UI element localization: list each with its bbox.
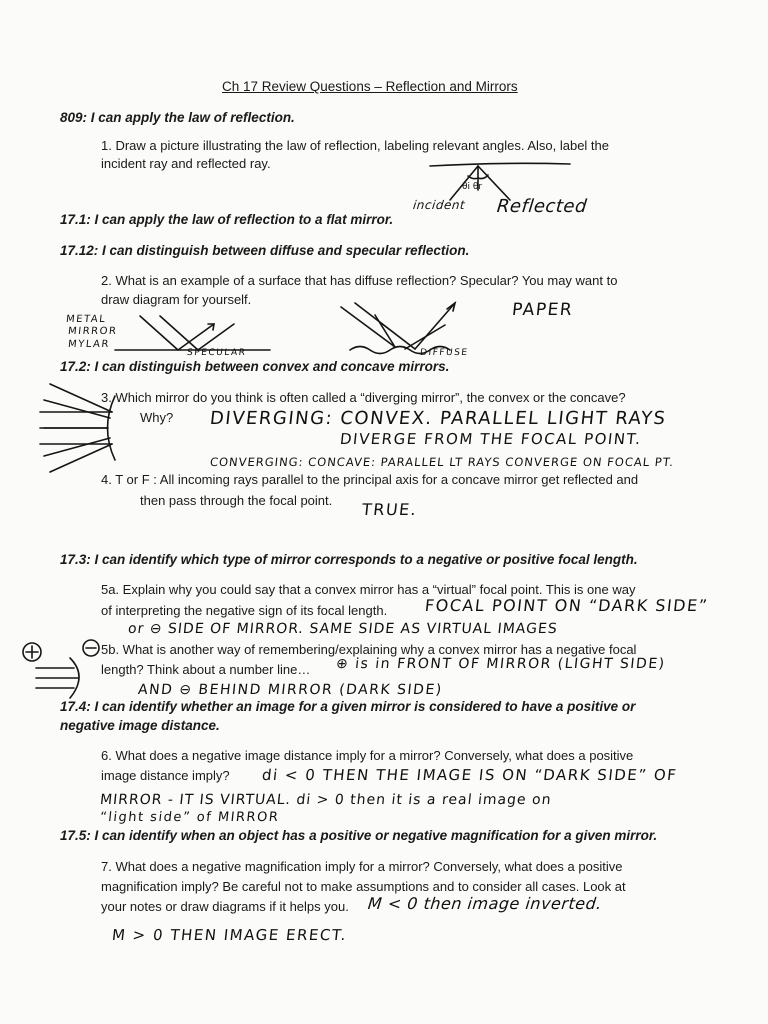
answer-2-mirror: MIRROR <box>67 326 118 337</box>
question-3-line-1: 3. Which mirror do you think is often called a “diverging mirror”, the convex or the concave? <box>101 390 626 405</box>
answer-4: TRUE. <box>361 500 419 519</box>
objective-809: 809: I can apply the law of reflection. <box>60 110 295 125</box>
question-3-line-2: Why? <box>140 410 174 425</box>
question-2-line-2: draw diagram for yourself. <box>101 292 252 307</box>
answer-3-line-1: DIVERGING: CONVEX. PARALLEL LIGHT RAYS <box>208 408 668 429</box>
answer-2-diffuse: DIFFUSE <box>419 348 469 358</box>
question-6-line-2: image distance imply? <box>101 768 230 783</box>
question-4-line-1: 4. T or F : All incoming rays parallel to the principal axis for a concave mirror get reflected and <box>101 472 639 487</box>
objective-17-5: 17.5: I can identify when an object has a positive or negative magnification for a given mirror. <box>60 828 658 843</box>
answer-6-line-2: MIRROR - IT IS VIRTUAL. di > 0 then it is a real image on <box>99 792 553 808</box>
question-6-line-1: 6. What does a negative image distance imply for a mirror? Conversely, what does a positive <box>101 748 634 763</box>
answer-5a-line-2: or ⊖ SIDE OF MIRROR. SAME SIDE AS VIRTUAL IMAGES <box>127 621 559 637</box>
question-7-line-3: your notes or draw diagrams if it helps you. <box>101 899 349 914</box>
objective-17-1: 17.1: I can apply the law of reflection to a flat mirror. <box>60 212 394 227</box>
answer-7-line-2: M > 0 THEN IMAGE ERECT. <box>111 926 348 944</box>
objective-17-4-line-2: negative image distance. <box>60 718 220 733</box>
answer-2-paper: PAPER <box>510 300 575 320</box>
question-1-line-1: 1. Draw a picture illustrating the law of reflection, labeling relevant angles. Also, label the <box>101 138 610 153</box>
answer-1-reflected: Reflected <box>495 196 589 217</box>
question-4-line-2: then pass through the focal point. <box>140 493 333 508</box>
answer-5b-line-1: ⊕ is in FRONT OF MIRROR (LIGHT SIDE) <box>335 656 667 672</box>
page-title: Ch 17 Review Questions – Reflection and Mirrors <box>222 79 518 94</box>
objective-17-2: 17.2: I can distinguish between convex and concave mirrors. <box>60 359 450 374</box>
answer-1-incident: incident <box>412 198 466 212</box>
answer-7-line-1: M < 0 then image inverted. <box>367 894 603 913</box>
question-7-line-1: 7. What does a negative magnification imply for a mirror? Conversely, what does a positive <box>101 859 623 874</box>
objective-17-4-line-1: 17.4: I can identify whether an image for a given mirror is considered to have a positive or <box>60 699 636 714</box>
question-5b-line-1: 5b. What is another way of remembering/explaining why a convex mirror has a negative focal <box>101 642 637 657</box>
angle-labels: θi θr <box>462 182 483 192</box>
question-7-line-2: magnification imply? Be careful not to make assumptions and to consider all cases. Look at <box>101 879 626 894</box>
answer-5a-line-1: FOCAL POINT ON “DARK SIDE” <box>424 596 710 615</box>
answer-3-line-3: CONVERGING: CONCAVE: PARALLEL LT RAYS CONVERGE ON FOCAL PT. <box>209 455 675 469</box>
question-5a-line-2: of interpreting the negative sign of its focal length. <box>101 603 388 618</box>
answer-6-line-3: “light side” of MIRROR <box>99 810 281 825</box>
question-2-line-1: 2. What is an example of a surface that has diffuse reflection? Specular? You may want to <box>101 273 618 288</box>
answer-2-specular: SPECULAR <box>186 348 247 358</box>
question-5b-line-2: length? Think about a number line… <box>101 662 311 677</box>
answer-2-mylar: MYLAR <box>67 339 111 350</box>
answer-2-metal: METAL <box>65 314 107 325</box>
answer-3-line-2: DIVERGE FROM THE FOCAL POINT. <box>339 430 643 448</box>
objective-17-12: 17.12: I can distinguish between diffuse and specular reflection. <box>60 243 470 258</box>
objective-17-3: 17.3: I can identify which type of mirror corresponds to a negative or positive focal length. <box>60 552 638 567</box>
answer-5b-line-2: AND ⊖ BEHIND MIRROR (DARK SIDE) <box>137 682 444 698</box>
question-5a-line-1: 5a. Explain why you could say that a convex mirror has a “virtual” focal point. This is one way <box>101 582 636 597</box>
question-1-line-2: incident ray and reflected ray. <box>101 156 271 171</box>
answer-6-line-1: di < 0 THEN THE IMAGE IS ON “DARK SIDE” OF <box>261 766 679 784</box>
